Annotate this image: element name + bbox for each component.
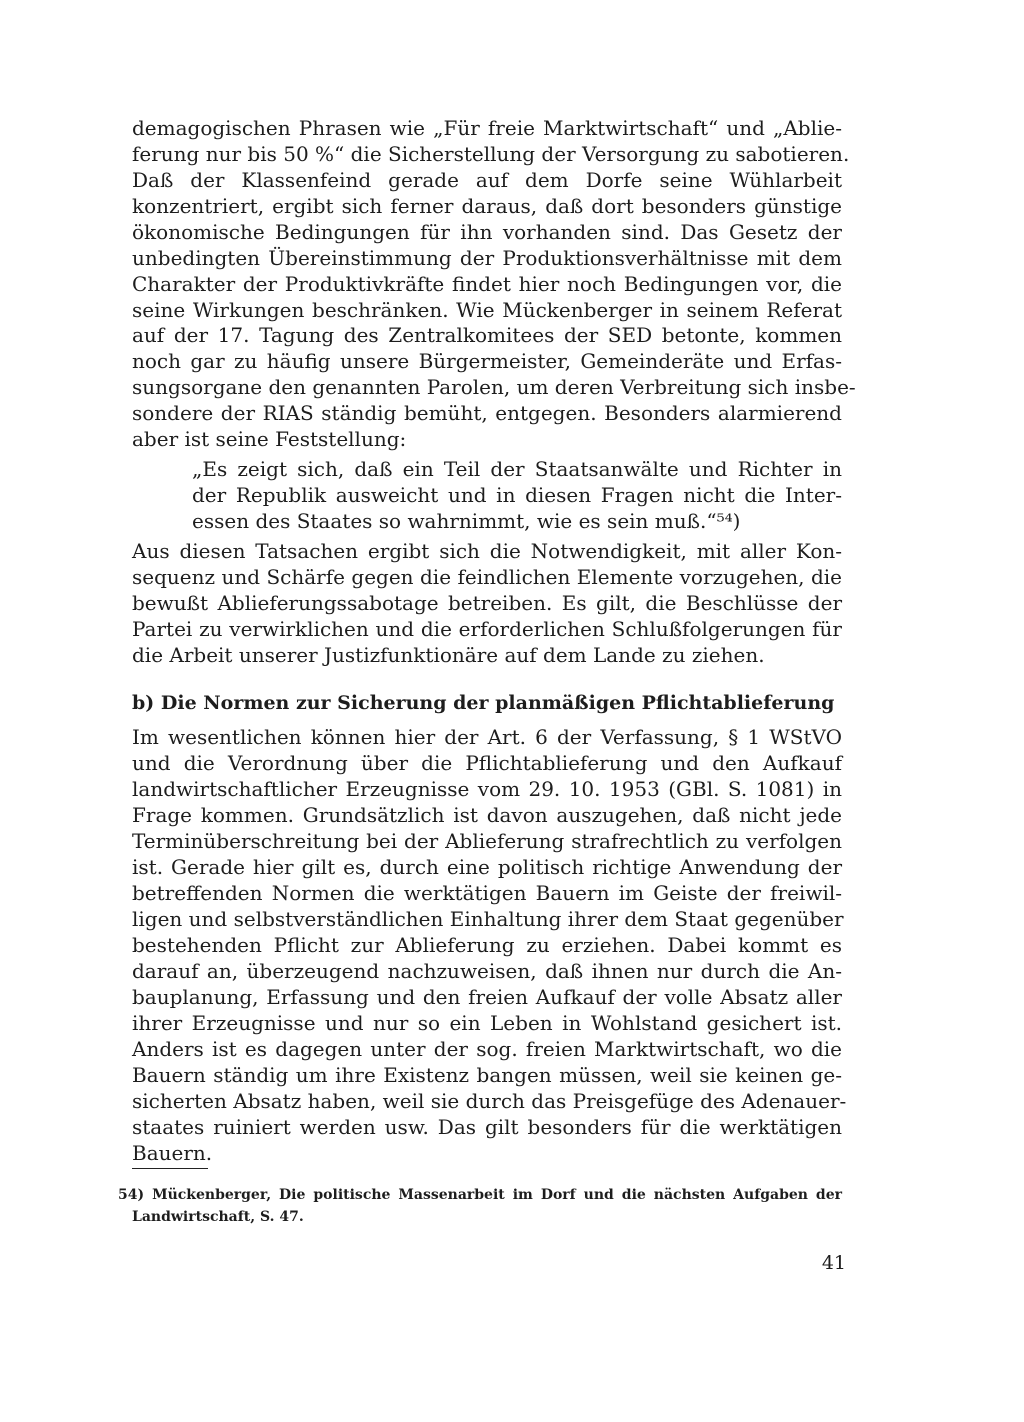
footnote-rule bbox=[132, 1168, 208, 1169]
footnote-line: 54) Mückenberger, Die politische Massenarbeit im Dorf und die nächsten Aufgaben der bbox=[118, 1187, 842, 1203]
section-line: sicherten Absatz haben, weil sie durch das Preisgefüge des Adenauer- bbox=[132, 1089, 847, 1113]
section-line: Anders ist es dagegen unter der sog. freien Marktwirtschaft, wo die bbox=[132, 1037, 842, 1061]
body-line: Daß der Klassenfeind gerade auf dem Dorfe seine Wühlarbeit bbox=[132, 168, 842, 192]
section-line: landwirtschaftlicher Erzeugnisse vom 29. 10. 1953 (GBl. S. 1081) in bbox=[132, 777, 842, 801]
body-line: unbedingten Übereinstimmung der Produktionsverhältnisse mit dem bbox=[132, 246, 842, 270]
quote-line: „Es zeigt sich, daß ein Teil der Staatsanwälte und Richter in bbox=[192, 457, 842, 481]
body-line: auf der 17. Tagung des Zentralkomitees der SED betonte, kommen bbox=[132, 323, 842, 347]
body-line: ökonomische Bedingungen für ihn vorhanden sind. Das Gesetz der bbox=[132, 220, 842, 244]
section-line: betreffenden Normen die werktätigen Bauern im Geiste der freiwil- bbox=[132, 881, 842, 905]
section-line: darauf an, überzeugend nachzuweisen, daß ihnen nur durch die An- bbox=[132, 959, 842, 983]
body-line: sungsorgane den genannten Parolen, um deren Verbreitung sich insbe- bbox=[132, 375, 856, 399]
section-line: ist. Gerade hier gilt es, durch eine politisch richtige Anwendung der bbox=[132, 855, 842, 879]
body-line: sondere der RIAS ständig bemüht, entgegen. Besonders alarmierend bbox=[132, 401, 842, 425]
section-line: staates ruiniert werden usw. Das gilt besonders für die werktätigen bbox=[132, 1115, 842, 1139]
body-line: sequenz und Schärfe gegen die feindlichen Elemente vorzugehen, die bbox=[132, 565, 842, 589]
section-line: und die Verordnung über die Pflichtablieferung und den Aufkauf bbox=[132, 751, 842, 775]
footnote-line: Landwirtschaft, S. 47. bbox=[132, 1209, 304, 1225]
section-line: bauplanung, Erfassung und den freien Aufkauf der volle Absatz aller bbox=[132, 985, 842, 1009]
body-line: seine Wirkungen beschränken. Wie Mückenberger in seinem Referat bbox=[132, 298, 842, 322]
section-line: Frage kommen. Grundsätzlich ist davon auszugehen, daß nicht jede bbox=[132, 803, 842, 827]
body-line: demagogischen Phrasen wie „Für freie Marktwirtschaft“ und „Ablie- bbox=[132, 116, 842, 140]
body-line: ferung nur bis 50 %“ die Sicherstellung der Versorgung zu sabotieren. bbox=[132, 142, 850, 166]
section-line: Bauern. bbox=[132, 1141, 213, 1165]
body-line: aber ist seine Feststellung: bbox=[132, 427, 407, 451]
body-line: die Arbeit unserer Justizfunktionäre auf dem Lande zu ziehen. bbox=[132, 643, 765, 667]
page-number: 41 bbox=[821, 1252, 846, 1274]
section-line: Terminüberschreitung bei der Ablieferung strafrechtlich zu verfolgen bbox=[132, 829, 842, 853]
section-heading: b) Die Normen zur Sicherung der planmäßigen Pflichtablieferung bbox=[132, 692, 835, 714]
body-line: Aus diesen Tatsachen ergibt sich die Notwendigkeit, mit aller Kon- bbox=[132, 539, 842, 563]
body-line: konzentriert, ergibt sich ferner daraus, daß dort besonders günstige bbox=[132, 194, 842, 218]
section-line: ihrer Erzeugnisse und nur so ein Leben in Wohlstand gesichert ist. bbox=[132, 1011, 842, 1035]
body-line: bewußt Ablieferungssabotage betreiben. Es gilt, die Beschlüsse der bbox=[132, 591, 842, 615]
section-line: bestehenden Pflicht zur Ablieferung zu erziehen. Dabei kommt es bbox=[132, 933, 842, 957]
body-line: noch gar zu häufig unsere Bürgermeister, Gemeinderäte und Erfas- bbox=[132, 349, 842, 373]
quote-line: der Republik ausweicht und in diesen Fragen nicht die Inter- bbox=[192, 483, 842, 507]
quote-line: essen des Staates so wahrnimmt, wie es sein muß.“⁵⁴) bbox=[192, 509, 741, 533]
section-line: Bauern ständig um ihre Existenz bangen müssen, weil sie keinen ge- bbox=[132, 1063, 842, 1087]
body-line: Partei zu verwirklichen und die erforderlichen Schlußfolgerungen für bbox=[132, 617, 842, 641]
body-line: Charakter der Produktivkräfte findet hier noch Bedingungen vor, die bbox=[132, 272, 842, 296]
section-line: Im wesentlichen können hier der Art. 6 der Verfassung, § 1 WStVO bbox=[132, 725, 842, 749]
section-line: ligen und selbstverständlichen Einhaltung ihrer dem Staat gegenüber bbox=[132, 907, 844, 931]
